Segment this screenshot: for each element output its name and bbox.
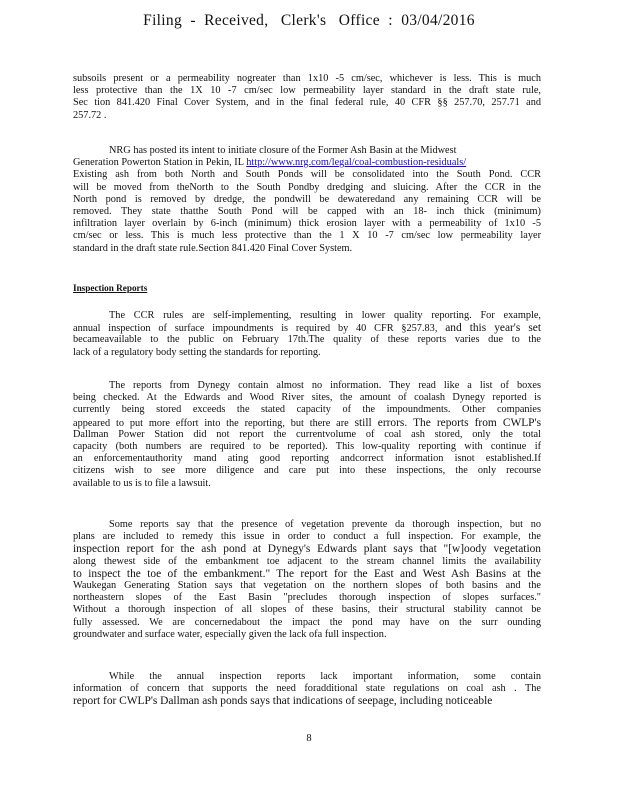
text-line: available to us is to file a lawsuit. xyxy=(73,477,211,489)
text-line: being checked. At the Edwards and Wood River sites, the amount of coalash Dynegy reported is xyxy=(73,392,541,404)
filing-stamp-header: Filing - Received, Clerk's Office : 03/04/2016 xyxy=(143,12,475,29)
text-line: NRG has posted its intent to initiate closure of the Former Ash Basin at the Midwest xyxy=(109,145,457,156)
text-line: Without a thorough inspection of all slopes of these basins, their structural stability cannot be xyxy=(73,604,541,616)
text-line-fragment: annual inspection of surface impoundments is required by 40 CFR §257.83, xyxy=(73,323,438,335)
text-line: infiltration layer overlain by 6-inch (minimum) thick erosion layer with a permeability of 1x10 -5 xyxy=(73,218,541,230)
text-line: lack of a regulatory body setting the standards for reporting. xyxy=(73,346,321,358)
text-line: North pond is removed by dredge, the pondwill be dewateredand any remaining CCR will be xyxy=(73,193,541,205)
text-line: Waukegan Generating Station says that vegetation on the northern slopes of both basins and the xyxy=(73,579,541,591)
text-line: along thewest side of the embankment toe adjacent to the stream channel limits the availability xyxy=(73,555,541,567)
paragraph-dynegy-reports xyxy=(73,380,541,490)
text-line: The reports from Dynegy contain almost no information. They read like a list of boxes xyxy=(109,380,541,391)
text-line: report for CWLP's Dallman ash ponds says that indications of seepage, including noticeable xyxy=(73,695,493,708)
paragraph-ccr-rules xyxy=(73,310,541,359)
text-line: will be moved from theNorth to the South Pondby dredging and sluicing. After the CCR in the xyxy=(73,181,541,193)
text-line: plans are included to remedy this issue in order to conduct a full inspection. For example, the xyxy=(73,531,541,543)
text-line: standard in the draft state rule.Section 841.420 Final Cover System. xyxy=(73,242,353,254)
text-line: to inspect the toe of the embankment." The report for the East and West Ash Basins at the xyxy=(73,567,541,580)
text-line: currently being stored exceeds the stated capacity of the impoundments. Other companies xyxy=(73,404,541,416)
text-line: 257.72 . xyxy=(73,109,107,121)
paragraph-nrg-powerton xyxy=(73,145,541,255)
text-line: Existing ash from both North and South Ponds will be consolidated into the South Pond. CCR xyxy=(73,169,541,181)
text-line: subsoils present or a permeability nogreater than 1x10 -5 cm/sec, whichever is less. This is much xyxy=(73,73,541,84)
text-line: removed. They state thatthe South Pond will be capped with an 18- inch thick (minimum) xyxy=(73,205,541,217)
text-line: The CCR rules are self-implementing, resulting in lower quality reporting. For example, xyxy=(109,310,541,321)
text-line: an enforcementauthority mand ating good reporting andcorrect information isnot established.If xyxy=(73,453,541,465)
text-line: fully assessed. We are concernedabout the impact the pond may have on the surr ounding xyxy=(73,616,541,628)
text-line-fragment: appeared to put more effort into the reporting, but there are xyxy=(73,417,349,429)
text-line: Sec tion 841.420 Final Cover System, and in the final federal rule, 40 CFR §§ 257.70, 257.71 and xyxy=(73,97,541,109)
text-line xyxy=(73,157,541,169)
paragraph-annual-inspection xyxy=(73,671,541,708)
paragraph-vegetation xyxy=(73,519,541,641)
text-line-fragment: Generation Powerton Station in Pekin, IL xyxy=(73,157,244,169)
nrg-ccr-link[interactable]: http://www.nrg.com/legal/coal-combustion-residuals/ xyxy=(246,157,467,169)
text-line: cm/sec or less. This is much less protective than the 1 X 10 -7 cm/sec low permeability layer xyxy=(73,230,541,242)
text-line: northeastern slopes of the East Basin "precludes thorough inspection of slopes surfaces." xyxy=(73,592,541,604)
text-line xyxy=(73,417,541,429)
text-line: capacity (both numbers are required to be reported). This low-quality reporting with continue if xyxy=(73,440,541,452)
text-line: groundwater and surface water, especially given the lack ofa full inspection. xyxy=(73,628,387,640)
text-line: Dallman Power Station did not report the currentvolume of coal ash stored, only the total xyxy=(73,428,541,440)
emphasized-text: still errors. The reports from CWLP's xyxy=(354,416,541,429)
page-number: 8 xyxy=(306,733,312,744)
text-line: information of concern that supports the need foradditional state regulations on coal ash . The xyxy=(73,683,541,695)
text-line: Some reports say that the presence of vegetation prevente da thorough inspection, but no xyxy=(109,519,541,530)
section-heading-inspection-reports: Inspection Reports xyxy=(73,283,148,293)
text-line: citizens wish to see more diligence and care put into these inspections, the only recourse xyxy=(73,465,541,477)
text-line: less protective than the 1X 10 -7 cm/sec low permeability layer standard in the draft state rule, xyxy=(73,85,541,97)
text-line: While the annual inspection reports lack important information, some contain xyxy=(109,671,541,682)
text-line: becameavailable to the public on February 17th.The quality of these reports varies due to the xyxy=(73,334,541,346)
text-line xyxy=(73,322,541,334)
text-line: inspection report for the ash pond at Dynegy's Edwards plant says that "[w]oody vegetation xyxy=(73,543,541,556)
emphasized-text: and this year's set xyxy=(445,322,542,335)
paragraph-continued-cover-system xyxy=(73,73,541,122)
